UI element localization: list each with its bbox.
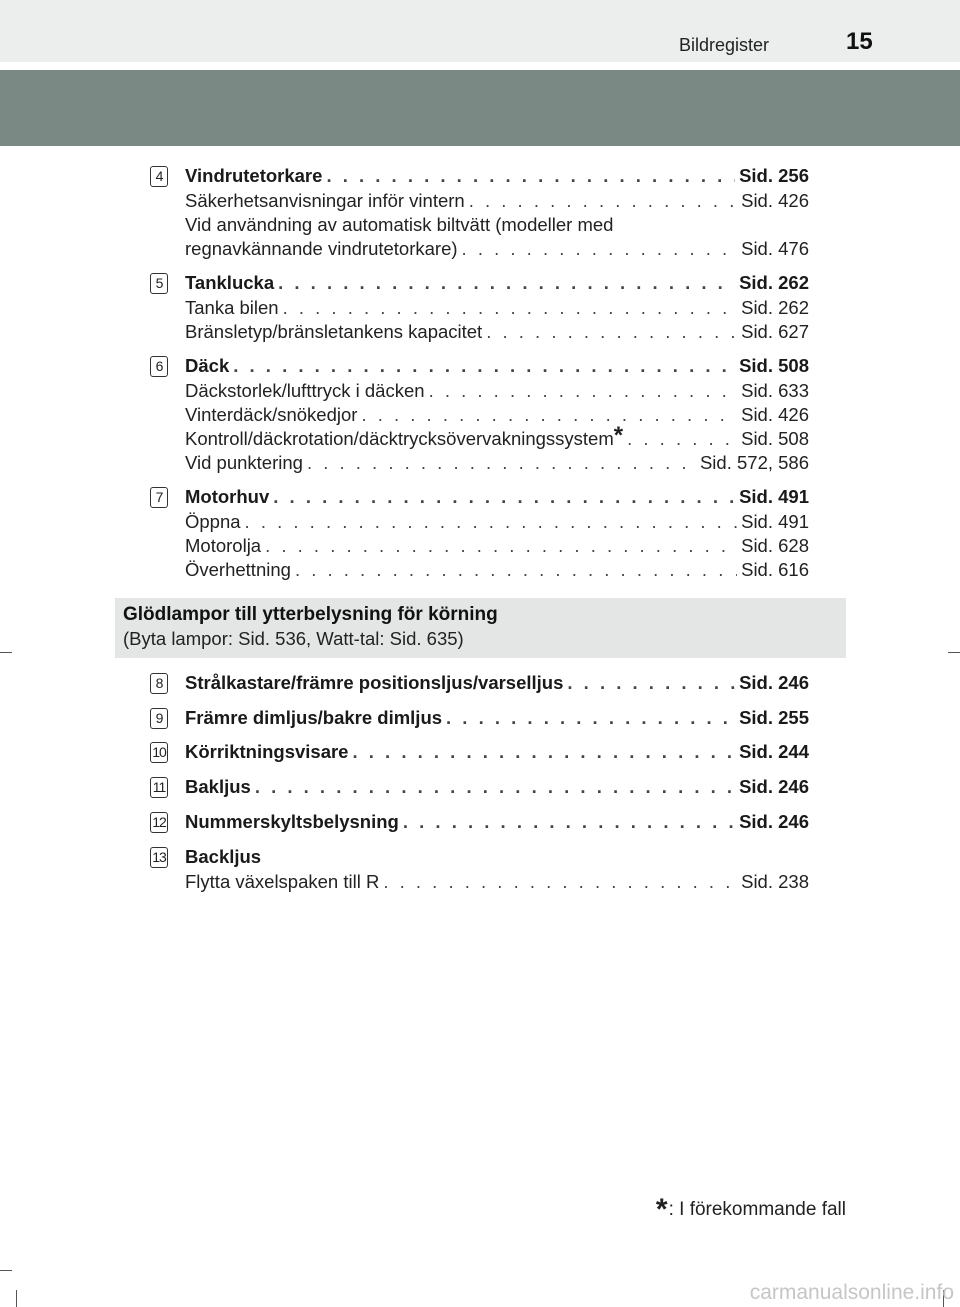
number-9-icon: 9 (150, 708, 168, 729)
dot-leader (245, 511, 738, 533)
dot-leader (283, 297, 738, 319)
entry-sub-line (185, 452, 809, 476)
entry-main-line (185, 486, 809, 510)
dot-leader (265, 535, 737, 557)
entry-main-line (185, 811, 809, 835)
entry-title: Körriktningsvisare (185, 741, 349, 762)
sub-item-label: Flytta växelspaken till R (185, 871, 380, 892)
page-reference: Sid. 491 (741, 511, 809, 532)
page-reference: Sid. 491 (739, 486, 809, 507)
page-reference: Sid. 246 (739, 811, 809, 832)
page-reference: Sid. 616 (741, 559, 809, 580)
entry-main-line (185, 846, 809, 870)
entry-main-line (185, 355, 809, 379)
page-reference: Sid. 628 (741, 535, 809, 556)
page-reference: Sid. 246 (739, 672, 809, 693)
dot-leader (352, 741, 735, 763)
entry-main-line (185, 272, 809, 296)
header-title: Bildregister (679, 35, 770, 55)
sub-item-label: Bränsletyp/bränsletankens kapacitet (185, 321, 483, 342)
entry-main-line (185, 741, 809, 765)
entry-title: Backljus (185, 846, 262, 867)
sub-item-label: Säkerhetsanvisningar inför vintern (185, 190, 465, 211)
dot-leader (383, 871, 737, 893)
entry-sub-line (185, 422, 809, 452)
page-reference: Sid. 426 (741, 404, 809, 425)
number-12-icon: 12 (150, 812, 168, 833)
entry-main-line (185, 776, 809, 800)
dot-leader (462, 238, 738, 260)
crop-mark (16, 1290, 17, 1307)
sub-item-label-text: Kontroll/däckrotation/däcktrycksövervakningssystem (185, 428, 614, 449)
entry-sub-line (185, 214, 809, 238)
sub-item-label: Tanka bilen (185, 297, 279, 318)
page-number: 15 (846, 28, 873, 55)
dot-leader (446, 707, 735, 729)
sub-item-label: Motorolja (185, 535, 262, 556)
section-title: Glödlampor till ytterbelysning för körning (123, 604, 498, 625)
entry-sub-line (185, 238, 809, 262)
number-8-icon: 8 (150, 673, 168, 694)
footnote (656, 1193, 846, 1227)
dot-leader (278, 272, 735, 294)
dot-leader (403, 811, 735, 833)
entry-title: Vindrutetorkare (185, 165, 323, 186)
watermark: carmanualsonline.info (749, 1281, 954, 1304)
sub-item-label: Vinterdäck/snökedjor (185, 404, 358, 425)
page-reference: Sid. 508 (739, 355, 809, 376)
page-reference: Sid. 476 (741, 238, 809, 259)
number-13-icon: 13 (150, 847, 168, 868)
entry-title: Däck (185, 355, 230, 376)
dot-leader (486, 321, 737, 343)
entry-main-line (185, 165, 809, 189)
dot-leader (273, 486, 735, 508)
number-4-icon: 4 (150, 166, 168, 187)
entry-sub-line (185, 404, 809, 428)
entry-sub-line (185, 559, 809, 583)
page-reference: Sid. 238 (741, 871, 809, 892)
dot-leader (295, 559, 737, 581)
entry-title: Nummerskyltsbelysning (185, 811, 399, 832)
header-banner (0, 70, 960, 146)
sub-item-label: regnavkännande vindrutetorkare) (185, 238, 458, 259)
crop-mark (0, 1270, 12, 1271)
dot-leader (627, 428, 737, 450)
entry-title: Motorhuv (185, 486, 270, 507)
number-10-icon: 10 (150, 742, 168, 763)
section-heading-box (115, 598, 846, 658)
page-reference: Sid. 633 (741, 380, 809, 401)
entry-sub-line (185, 190, 809, 214)
page-reference: Sid. 426 (741, 190, 809, 211)
entry-sub-line (185, 380, 809, 404)
page-reference: Sid. 627 (741, 321, 809, 342)
dot-leader (255, 776, 735, 798)
number-5-icon: 5 (150, 273, 168, 294)
dot-leader (326, 165, 735, 187)
page-reference: Sid. 256 (739, 165, 809, 186)
sub-item-text: Vid användning av automatisk biltvätt (modeller med (185, 214, 614, 235)
page-reference: Sid. 508 (741, 428, 809, 449)
entry-main-line (185, 707, 809, 731)
number-6-icon: 6 (150, 356, 168, 377)
dot-leader (233, 355, 735, 377)
number-7-icon: 7 (150, 487, 168, 508)
dot-leader (567, 672, 735, 694)
dot-leader (429, 380, 738, 402)
entry-sub-line (185, 535, 809, 559)
entry-sub-line (185, 297, 809, 321)
sub-item-label: Öppna (185, 511, 241, 532)
entry-title: Bakljus (185, 776, 251, 797)
entry-title: Främre dimljus/bakre dimljus (185, 707, 443, 728)
page-reference: Sid. 262 (741, 297, 809, 318)
crop-mark (0, 652, 12, 653)
footnote-star: * (655, 1193, 668, 1226)
crop-mark (948, 652, 960, 653)
page-reference: Sid. 246 (739, 776, 809, 797)
entry-sub-line (185, 511, 809, 535)
page-header (0, 0, 960, 62)
entry-sub-line (185, 321, 809, 345)
sub-item-label (185, 422, 624, 450)
page-reference: Sid. 244 (739, 741, 809, 762)
page-reference: Sid. 572, 586 (699, 452, 809, 473)
dot-leader (307, 452, 696, 474)
number-11-icon: 11 (150, 777, 168, 798)
entry-title: Strålkastare/främre positionsljus/varselljus (185, 672, 564, 693)
sub-item-label: Vid punktering (185, 452, 303, 473)
section-subtitle: (Byta lampor: Sid. 536, Watt-tal: Sid. 635) (123, 628, 464, 649)
entry-sub-line (185, 871, 809, 895)
dot-leader (361, 404, 737, 426)
sub-item-label: Däckstorlek/lufttryck i däcken (185, 380, 425, 401)
sub-item-label: Överhettning (185, 559, 291, 580)
page-reference: Sid. 255 (739, 707, 809, 728)
page-reference: Sid. 262 (739, 272, 809, 293)
dot-leader (469, 190, 737, 212)
entry-title: Tanklucka (185, 272, 275, 293)
entry-main-line (185, 672, 809, 696)
footnote-text: : I förekommande fall (668, 1199, 846, 1220)
footnote-star: * (613, 422, 624, 449)
